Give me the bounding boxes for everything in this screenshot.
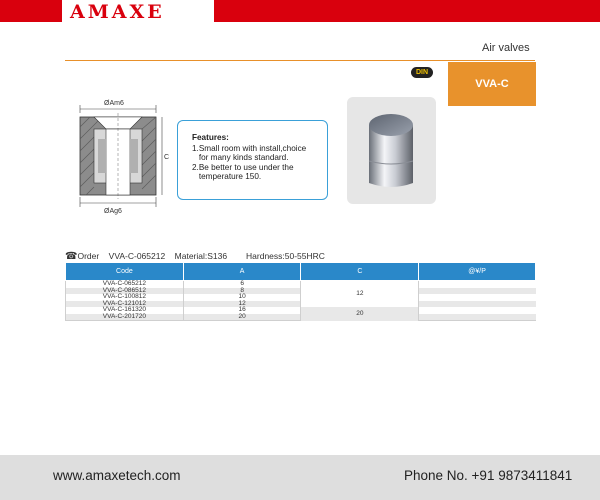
cell-code: VVA-C-065212	[66, 281, 184, 288]
features-line: 1.Small room with install,choice	[192, 143, 307, 153]
brand-logo[interactable]: AMAXE	[70, 1, 165, 23]
cell-a: 16	[183, 307, 301, 314]
cell-code: VVA-C-161320	[66, 307, 184, 314]
spec-table	[65, 262, 536, 321]
cell-a: 12	[183, 301, 301, 308]
cell-a: 20	[183, 314, 301, 321]
cell-price	[419, 314, 536, 321]
cell-c: 12	[301, 281, 419, 308]
features-line: temperature 150.	[192, 172, 262, 181]
product-photo	[347, 97, 436, 204]
material-info: Material:S136	[174, 251, 228, 261]
cell-price	[419, 281, 536, 288]
bottom-dimension-label: ØAg6	[104, 208, 122, 215]
side-dimension-label: C	[164, 154, 170, 161]
cell-code: VVA-C-121012	[66, 301, 184, 308]
cell-code: VVA-C-100812	[66, 294, 184, 301]
contact-phone: Phone No. +91 9873411841	[404, 468, 573, 483]
cell-c: 20	[301, 307, 419, 321]
din-badge: DIN	[411, 67, 433, 78]
cell-a: 10	[183, 294, 301, 301]
air-valve-image	[347, 97, 436, 204]
column-header-price: @¥/P	[419, 263, 536, 281]
product-badge-label: VVA-C	[475, 78, 509, 90]
section-title: Air valves	[482, 42, 530, 54]
column-header-code: Code	[66, 263, 184, 281]
phone-icon: ☎	[65, 251, 78, 262]
order-code: VVA-C-065212	[108, 251, 166, 261]
column-header-a: A	[183, 263, 301, 281]
cell-a: 8	[183, 288, 301, 295]
features-line: 2.Be better to use under the	[192, 162, 294, 172]
cell-code: VVA-C-201720	[66, 314, 184, 321]
column-header-c: C	[301, 263, 419, 281]
top-dimension-label: ØAm6	[104, 100, 124, 107]
order-info	[65, 251, 325, 262]
table-row	[66, 314, 536, 321]
features-box	[177, 120, 328, 200]
order-label: Order	[77, 251, 100, 261]
hardness-info: Hardness:50-55HRC	[246, 251, 325, 261]
features-line: for many kinds standard.	[192, 153, 289, 162]
title-divider	[65, 60, 535, 61]
cell-a: 6	[183, 281, 301, 288]
cell-code: VVA-C-086512	[66, 288, 184, 295]
technical-drawing	[60, 95, 170, 215]
footer	[0, 455, 600, 500]
website-link[interactable]: www.amaxetech.com	[53, 468, 181, 483]
features-title: Features:	[192, 133, 229, 142]
